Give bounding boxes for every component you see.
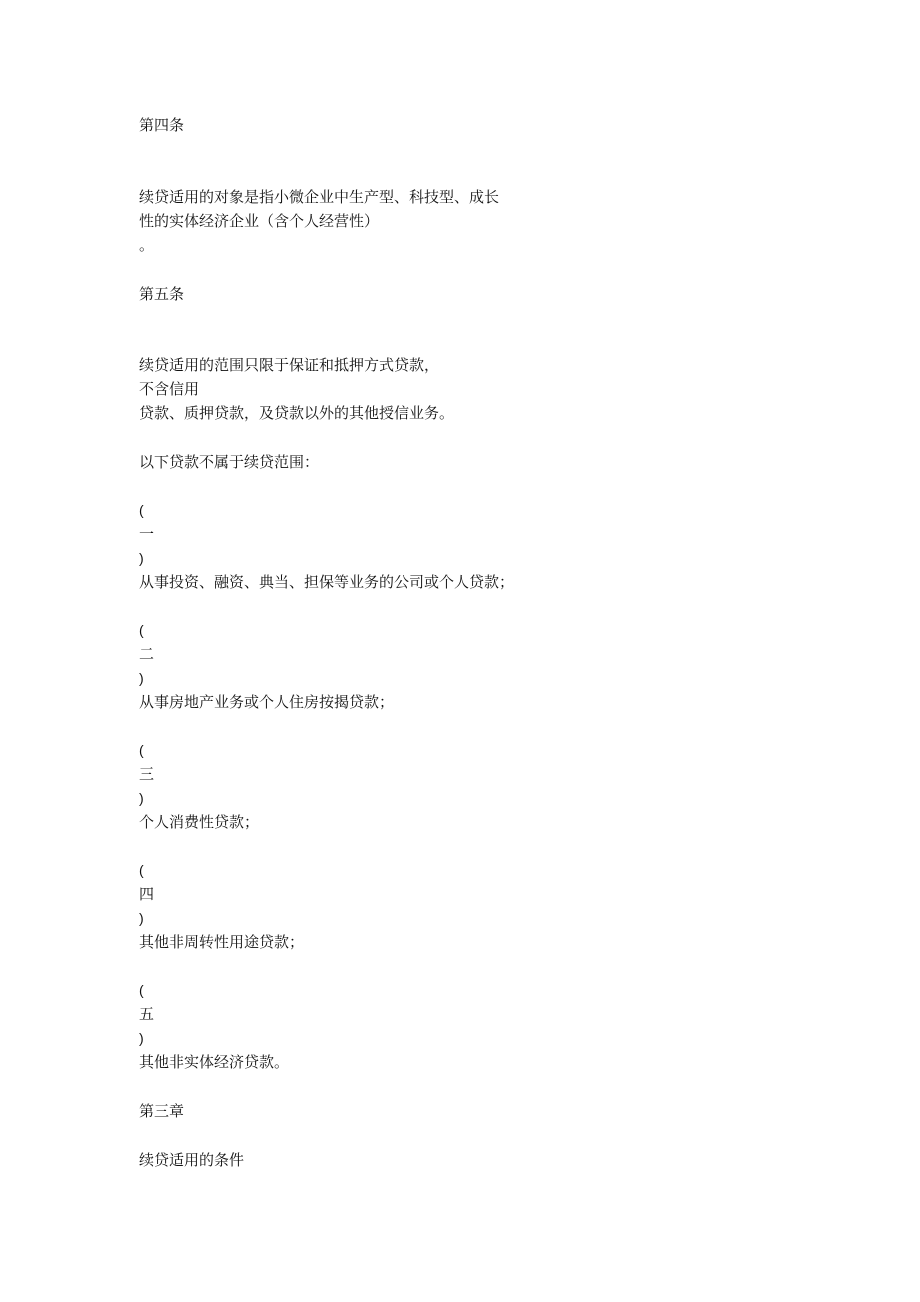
item-3-close-paren: ) bbox=[139, 790, 144, 806]
item-3-open-paren: ( bbox=[139, 742, 144, 758]
chapter-3-title: 续贷适用的条件 bbox=[139, 1151, 245, 1169]
item-3-text: 个人消费性贷款； bbox=[139, 813, 260, 831]
exclusion-intro: 以下贷款不属于续贷范围： bbox=[139, 453, 320, 471]
article-5-line-1: 续贷适用的范围只限于保证和抵押方式贷款， bbox=[139, 356, 440, 374]
item-5-number: 五 bbox=[139, 1005, 155, 1023]
item-2-open-paren: ( bbox=[139, 622, 144, 638]
item-5-text: 其他非实体经济贷款。 bbox=[139, 1053, 290, 1071]
item-3-number: 三 bbox=[139, 765, 155, 783]
item-4-number: 四 bbox=[139, 885, 155, 903]
item-1-text: 从事投资、融资、典当、担保等业务的公司或个人贷款； bbox=[139, 573, 515, 591]
article-5-line-2: 不含信用 bbox=[139, 380, 200, 398]
item-2-number: 二 bbox=[139, 645, 155, 663]
article-4-line-2: 性的实体经济企业（含个人经营性） bbox=[139, 212, 380, 230]
article-4-heading: 第四条 bbox=[139, 116, 185, 134]
item-4-text: 其他非周转性用途贷款； bbox=[139, 933, 305, 951]
article-4-line-3: 。 bbox=[139, 236, 155, 254]
article-5-heading: 第五条 bbox=[139, 285, 185, 303]
item-5-open-paren: ( bbox=[139, 982, 144, 998]
item-2-close-paren: ) bbox=[139, 670, 144, 686]
article-5-line-3: 贷款、质押贷款，及贷款以外的其他授信业务。 bbox=[139, 404, 455, 422]
item-4-close-paren: ) bbox=[139, 910, 144, 926]
chapter-3-heading: 第三章 bbox=[139, 1102, 185, 1120]
item-1-close-paren: ) bbox=[139, 550, 144, 566]
article-4-line-1: 续贷适用的对象是指小微企业中生产型、科技型、成长 bbox=[139, 188, 500, 206]
item-4-open-paren: ( bbox=[139, 862, 144, 878]
item-5-close-paren: ) bbox=[139, 1030, 144, 1046]
item-1-open-paren: ( bbox=[139, 502, 144, 518]
item-1-number: 一 bbox=[139, 525, 155, 543]
item-2-text: 从事房地产业务或个人住房按揭贷款； bbox=[139, 693, 395, 711]
